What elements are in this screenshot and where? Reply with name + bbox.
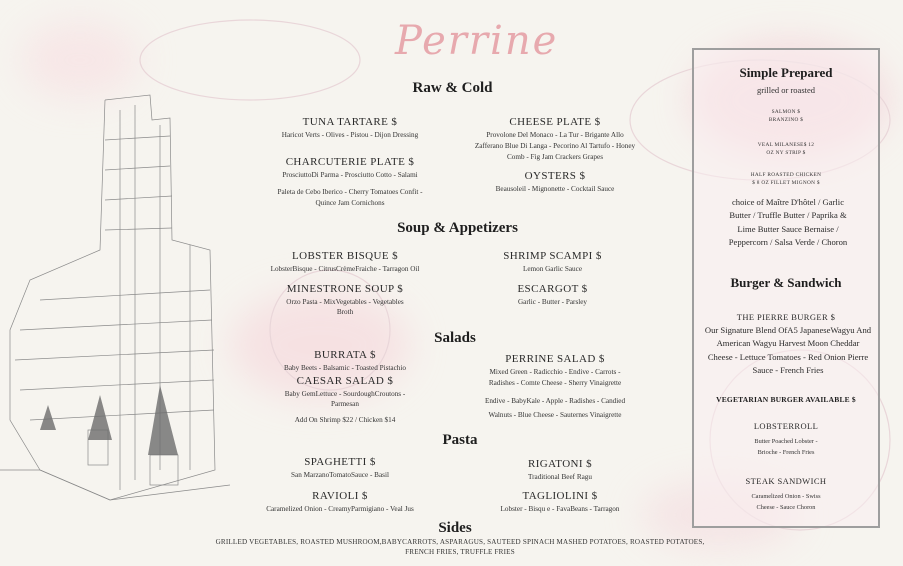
item-name: LOBSTER BISQUE $ (291, 250, 399, 262)
item-description: American Wagyu Harvest Moon Cheddar (716, 338, 860, 349)
menu-item-branzino: BRANZINO $ (768, 117, 804, 123)
menu-item-spaghetti (240, 456, 440, 481)
section-title-soup-appetizers: Soup & Appetizers (397, 220, 518, 236)
menu-item-ravioli (230, 490, 450, 515)
item-description: San MarzanoTomatoSauce - Basil (291, 471, 389, 479)
item-description: Brioche - French Fries (757, 449, 815, 456)
item-name: BURRATA $ (314, 349, 376, 361)
salad-add-on: Add On Shrimp $22 / Chicken $14 (294, 416, 396, 424)
section-title-raw-cold: Raw & Cold (412, 80, 493, 96)
item-name: SHRIMP SCAMPI $ (503, 250, 602, 262)
sauce-line: Peppercorn / Salsa Verde / Choron (728, 236, 848, 247)
menu-item-lobster-bisque (240, 250, 450, 275)
menu-item-pierre-burger: THE PIERRE BURGER $ (736, 312, 836, 322)
sauce-line: Lime Butter Sauce Bernaise / (737, 223, 839, 234)
menu-item-lobster-roll: LOBSTERROLL (753, 421, 819, 431)
section-title-burger-sandwich: Burger & Sandwich (730, 275, 842, 290)
sauce-line: Butter / Truffle Butter / Paprika & (729, 210, 847, 221)
item-description: Cheese - Sauce Choron (756, 504, 816, 511)
menu-item-veal-milanese: VEAL MILANESE$ 12 (757, 142, 815, 148)
item-description: Caramelized Onion - Swiss (751, 493, 821, 500)
menu-item-burrata (250, 349, 440, 374)
menu-item-caesar-salad (250, 375, 440, 400)
item-description: Quince Jam Cornichons (315, 199, 385, 207)
item-description: Haricot Verts - Olives - Pistou - Dijon Dressing (281, 131, 419, 139)
item-description: Mixed Green - Radicchio - Endive - Carrots - (489, 368, 621, 376)
item-description: Our Signature Blend OfA5 JapaneseWagyu And (704, 325, 872, 335)
item-name: PERRINE SALAD $ (505, 353, 605, 365)
item-description: Broth (336, 308, 354, 316)
pierre-burger-description (702, 324, 874, 377)
item-description: Cheese - Lettuce Tomatoes - Red Onion Pierre (707, 351, 869, 362)
menu-item-shrimp-scampi (455, 250, 650, 275)
item-description: Radishes - Comte Cheese - Sherry Vinaigrette (488, 379, 622, 387)
vegetarian-burger-note: VEGETARIAN BURGER AVAILABLE $ (716, 395, 856, 404)
menu-item-tuna-tartare (250, 116, 450, 141)
menu-item-perrine-salad (455, 353, 655, 378)
section-title-sides: Sides (438, 520, 472, 536)
item-description: Endive - BabyKale - Apple - Radishes - Candied (484, 397, 626, 405)
menu-item-half-roasted-chicken: HALF ROASTED CHICKEN (750, 172, 822, 178)
item-description: ProsciuttoDi Parma - Prosciutto Cotto - Salami (282, 171, 418, 179)
sauce-line: choice of Maître D'hôtel / Garlic (731, 197, 845, 207)
restaurant-logo: Perrine (395, 18, 559, 64)
menu-item-fillet-mignon: $ 8 OZ FILLET MIGNON $ (752, 180, 820, 186)
sides-line: FRENCH FRIES, TRUFFLE FRIES (405, 547, 515, 556)
sauce-choices (702, 196, 874, 249)
menu-item-escargot (455, 283, 650, 308)
simple-prepared-subtitle: grilled or roasted (756, 85, 816, 95)
item-description: Walnuts - Blue Cheese - Sauternes Vinaigrette (488, 411, 622, 419)
item-name: MINESTRONE SOUP $ (286, 283, 404, 295)
menu-item-minestrone (250, 283, 440, 308)
item-description: Zafferano Blue Di Langa - Pecorino Al Tartufo - Honey (474, 142, 636, 150)
menu-item-ny-strip: OZ NY STRIP $ (766, 150, 806, 156)
simple-prepared-panel (692, 48, 880, 528)
section-title-salads: Salads (434, 330, 476, 346)
section-title-pasta: Pasta (442, 432, 478, 448)
menu-item-oysters (455, 170, 655, 195)
item-name: CAESAR SALAD $ (296, 375, 394, 387)
item-description: Lemon Garlic Sauce (522, 265, 583, 273)
menu-item-salmon: SALMON $ (771, 109, 801, 115)
item-name: SPAGHETTI $ (304, 456, 376, 468)
item-description: Beausoleil - Mignonette - Cocktail Sauce (495, 185, 615, 193)
menu-item-rigatoni (460, 458, 660, 483)
item-description: Caramelized Onion - CreamyParmigiano - Veal Jus (266, 505, 414, 513)
item-name: CHEESE PLATE $ (509, 116, 601, 128)
item-description: Provolone Del Monaco - La Tur - Brigante Allo (486, 131, 624, 139)
item-description: LobsterBisque - CitrusCrèmeFraiche - Tarragon Oil (270, 265, 420, 273)
item-description: Baby Beets - Balsamic - Toasted Pistachio (284, 364, 406, 372)
menu-item-steak-sandwich: STEAK SANDWICH (745, 476, 827, 486)
item-name: RIGATONI $ (528, 458, 592, 470)
item-name: TUNA TARTARE $ (302, 116, 398, 128)
item-description: Paleta de Cebo Iberico - Cherry Tomatoes Confit - (277, 188, 423, 196)
menu-item-charcuterie (250, 156, 450, 181)
item-name: RAVIOLI $ (312, 490, 368, 502)
section-title-simple-prepared: Simple Prepared (739, 65, 833, 80)
sides-line: GRILLED VEGETABLES, ROASTED MUSHROOM,BABYCARROTS, ASPARAGUS, SAUTEED SPINACH MASHED POTATOES, ROASTED POTATOES, (215, 538, 705, 546)
item-description: Parmesan (331, 400, 359, 408)
item-name: CHARCUTERIE PLATE $ (285, 156, 415, 168)
item-description: Comb - Fig Jam Crackers Grapes (506, 153, 603, 161)
item-name: OYSTERS $ (524, 170, 586, 182)
item-name: TAGLIOLINI $ (522, 490, 598, 502)
item-description: Traditional Beef Ragu (527, 473, 592, 481)
menu-item-tagliolini (460, 490, 660, 515)
item-description: Garlic - Butter - Parsley (517, 298, 588, 306)
item-description: Lobster - Bisqu e - FavaBeans - Tarragon (500, 505, 620, 513)
item-description: Orzo Pasta - MixVegetables - Vegetables (286, 298, 404, 306)
sides-list (175, 538, 745, 557)
menu-item-cheese-plate (455, 116, 655, 141)
item-name: ESCARGOT $ (517, 283, 588, 295)
item-description: Baby GemLettuce - SourdoughCroutons - (284, 390, 406, 398)
item-description: Sauce - French Fries (752, 364, 824, 375)
item-description: Butter Poached Lobster - (754, 438, 818, 445)
